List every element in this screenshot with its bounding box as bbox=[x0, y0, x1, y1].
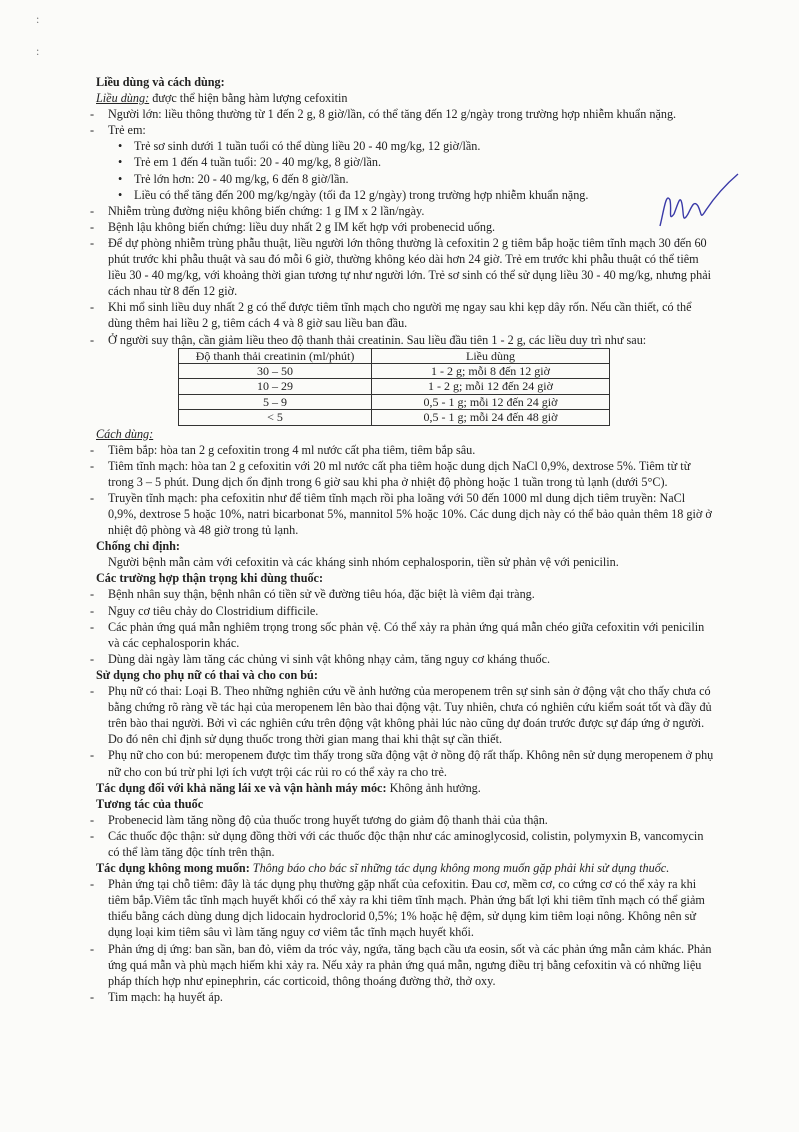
document-page bbox=[96, 74, 716, 1005]
scan-mark-top: : bbox=[36, 12, 40, 26]
dosage-heading: Liều dùng và cách dùng: bbox=[96, 75, 225, 89]
infusion-method: - Truyền tĩnh mạch: pha cefoxitin như để tiêm tĩnh mạch rồi pha loãng với 50 đến 1000 ml dung dịch tiêm truyền: NaCl 0,9%, dextrose 5 hoặc 10%, natri bicarbonat 5%, mannitol 5% hoặc 10%. Các dung dịch này có thể bảo quản thêm 18 giờ ở nhiệt độ phòng và 48 giờ trong tủ lạnh. bbox=[96, 490, 716, 538]
pregnancy-item: - Phụ nữ có thai: Loại B. Theo những nghiên cứu về ảnh hưởng của meropenem trên sự sinh sản ở động vật cho thấy chưa có bằng chứng rõ ràng về tác hại của meropenem lên bào thai động vật. Tuy nhiên, chưa có nghiên cứu kiểm soát tốt và đầy đủ trên bào thai người. Bởi vì các nghiên cứu trên động vật không phải lúc nào cũng dự đoán trước được sự đáp ứng ở người. Do đó nên chỉ định sử dụng thuốc trong thời gian mang thai khi thật sự cần thiết. bbox=[96, 683, 716, 747]
table-row bbox=[179, 394, 610, 409]
contra-heading: Chống chỉ định: bbox=[96, 539, 180, 554]
table-cell: 1 - 2 g; mỗi 8 đến 12 giờ bbox=[372, 363, 610, 378]
contra-text: Người bệnh mẫn cảm với cefoxitin và các kháng sinh nhóm cephalosporin, tiền sử phản vệ với penicilin. bbox=[108, 555, 619, 570]
table-row bbox=[179, 363, 610, 378]
table-cell: 5 – 9 bbox=[179, 394, 372, 409]
adverse-heading: Tác dụng không mong muốn: bbox=[96, 861, 250, 876]
table-cell: 1 - 2 g; mỗi 12 đến 24 giờ bbox=[372, 379, 610, 394]
interactions-heading: Tương tác của thuốc bbox=[96, 796, 204, 811]
driving-paragraph bbox=[96, 780, 716, 796]
children-item: • Trẻ em 1 đến 4 tuần tuổi: 20 - 40 mg/kg, 8 giờ/lần. bbox=[96, 154, 716, 170]
table-row bbox=[179, 410, 610, 425]
pregnancy-item: - Phụ nữ cho con bú: meropenem được tìm thấy trong sữa động vật ở nồng độ rất thấp. Không nên sử dụng meropenem ở phụ nữ cho con bú trừ phi lợi ích vượt trội các rủi ro có thể xảy ra cho trẻ. bbox=[96, 747, 716, 779]
renal-dose: - Ở người suy thận, cần giảm liều theo độ thanh thải creatinin. Sau liều đầu tiên 1 - 2 g, các liều duy trì như sau: bbox=[96, 332, 716, 348]
iv-method: - Tiêm tĩnh mạch: hòa tan 2 g cefoxitin với 20 ml nước cất pha tiêm hoặc dung dịch NaCl 0,9%, dextrose 5%. Tiêm từ từ trong 3 – 5 phút. Dung dịch ổn định trong 6 giờ sau khi pha ở nhiệt độ phòng hoặc 1 tuần trong tủ lạnh (dưới 5°C). bbox=[96, 458, 716, 490]
table-cell: 0,5 - 1 g; mỗi 12 đến 24 giờ bbox=[372, 394, 610, 409]
dosage-intro bbox=[96, 90, 716, 106]
lieu-dung-intro: được thể hiện bằng hàm lượng cefoxitin bbox=[149, 91, 348, 106]
adverse-note: Thông báo cho bác sĩ những tác dụng không mong muốn gặp phải khi sử dụng thuốc. bbox=[249, 861, 670, 876]
interaction-item: - Probenecid làm tăng nồng độ của thuốc trong huyết tương do giảm độ thanh thải của thận. bbox=[96, 812, 716, 828]
lieu-dung-label: Liều dùng: bbox=[96, 91, 150, 106]
children-label: - Trẻ em: bbox=[96, 122, 716, 138]
table-cell: 30 – 50 bbox=[179, 363, 372, 378]
interaction-item: - Các thuốc độc thận: sử dụng đồng thời với các thuốc độc thận như các aminoglycosid, colistin, polymyxin B, vancomycin có thể làm tăng độc tính trên thận. bbox=[96, 828, 716, 860]
scan-mark-bottom: : bbox=[36, 44, 40, 58]
table-cell: 10 – 29 bbox=[179, 379, 372, 394]
cach-dung-label: Cách dùng: bbox=[96, 426, 154, 441]
caution-heading: Các trường hợp thận trọng khi dùng thuốc: bbox=[96, 571, 324, 586]
driving-heading: Tác dụng đối với khả năng lái xe và vận hành máy móc: bbox=[96, 780, 387, 795]
pregnancy-heading: Sử dụng cho phụ nữ có thai và cho con bú: bbox=[96, 667, 318, 682]
cesarean-dose: - Khi mổ sinh liều duy nhất 2 g có thể được tiêm tĩnh mạch cho người mẹ ngay sau khi kẹp dây rốn. Nếu cần thiết, có thể dùng thêm hai liều 2 g, tiêm cách 4 và 8 giờ sau liều ban đầu. bbox=[96, 299, 716, 331]
adult-dose: - Người lớn: liều thông thường từ 1 đến 2 g, 8 giờ/lần, có thể tăng đến 12 g/ngày trong trường hợp nhiễm khuẩn nặng. bbox=[96, 106, 716, 122]
adverse-item: - Phản ứng dị ứng: ban sần, ban đỏ, viêm da tróc vảy, ngứa, tăng bạch cầu ưa eosin, sốt và các phản ứng mẫn cảm khác. Phản ứng quá mẫn và phù mạch hiếm khi xảy ra. Nếu xảy ra phản ứng quá mẫn, ngưng điều trị bằng cefoxitin và có những liệu pháp thích hợp như epinephrin, các corticoid, thông thoáng đường thở, thở oxy. bbox=[96, 941, 716, 989]
children-item: • Trẻ sơ sinh dưới 1 tuần tuổi có thể dùng liều 20 - 40 mg/kg, 12 giờ/lần. bbox=[96, 138, 716, 154]
adverse-item: - Tim mạch: hạ huyết áp. bbox=[96, 989, 716, 1005]
table-header-row bbox=[179, 348, 610, 363]
caution-item: - Dùng dài ngày làm tăng các chủng vi sinh vật không nhạy cảm, tăng nguy cơ kháng thuốc. bbox=[96, 651, 716, 667]
caution-item: - Bệnh nhân suy thận, bệnh nhân có tiền sử về đường tiêu hóa, đặc biệt là viêm đại tràng. bbox=[96, 586, 716, 602]
table-row bbox=[179, 379, 610, 394]
gonorrhea-dose: - Bệnh lậu không biến chứng: liều duy nhất 2 g IM kết hợp với probenecid uống. bbox=[96, 219, 716, 235]
renal-dose-table bbox=[178, 348, 610, 426]
im-method: - Tiêm bắp: hòa tan 2 g cefoxitin trong 4 ml nước cất pha tiêm, tiêm bắp sâu. bbox=[96, 442, 716, 458]
caution-item: - Các phản ứng quá mẫn nghiêm trọng trong sốc phản vệ. Có thể xảy ra phản ứng quá mẫn chéo giữa cefoxitin với penicilin và các cephalosporin khác. bbox=[96, 619, 716, 651]
caution-item: - Nguy cơ tiêu chảy do Clostridium difficile. bbox=[96, 603, 716, 619]
children-item: • Trẻ lớn hơn: 20 - 40 mg/kg, 6 đến 8 giờ/lần. bbox=[96, 171, 716, 187]
adverse-item: - Phản ứng tại chỗ tiêm: đây là tác dụng phụ thường gặp nhất của cefoxitin. Đau cơ, mềm cơ, co cứng cơ có thể xảy ra khi tiêm bắp.Viêm tắc tĩnh mạch huyết khối có thể xảy ra khi tiêm tĩnh mạch. Phản ứng bất lợi khi tiêm tĩnh mạch có thể giảm thiểu bằng cách dùng dung dịch lidocain hydroclorid 0,5%; 1% hoặc hệ đệm, sử dụng kim tiêm loại nông. Không nên sử dụng loại kim tiêm sâu vì làm tăng nguy cơ viêm tắc tĩnh mạch huyết khối. bbox=[96, 876, 716, 940]
table-cell: < 5 bbox=[179, 410, 372, 425]
driving-text: Không ảnh hưởng. bbox=[386, 780, 481, 795]
children-item: • Liều có thể tăng đến 200 mg/kg/ngày (tối đa 12 g/ngày) trong trường hợp nhiễm khuẩn nặng. bbox=[96, 187, 716, 203]
table-cell: 0,5 - 1 g; mỗi 24 đến 48 giờ bbox=[372, 410, 610, 425]
surgery-prophylaxis: - Để dự phòng nhiễm trùng phẫu thuật, liều người lớn thông thường là cefoxitin 2 g tiêm bắp hoặc tiêm tĩnh mạch 30 đến 60 phút trước khi phẫu thuật và sau đó mỗi 6 giờ, thường không kéo dài hơn 24 giờ. Trẻ em trước khi phẫu thuật có thể tiêm liều 30 - 40 mg/kg, với khoảng thời gian tương tự như người lớn. Trẻ sơ sinh có thể sử dụng liều 30 - 40 mg/kg, nhưng phải cách nhau từ 8 đến 12 giờ. bbox=[96, 235, 716, 299]
adverse-paragraph bbox=[96, 860, 716, 876]
table-header: Liều dùng bbox=[372, 348, 610, 363]
uti-dose: - Nhiễm trùng đường niệu không biến chứng: 1 g IM x 2 lần/ngày. bbox=[96, 203, 716, 219]
table-header: Độ thanh thải creatinin (ml/phút) bbox=[179, 348, 372, 363]
